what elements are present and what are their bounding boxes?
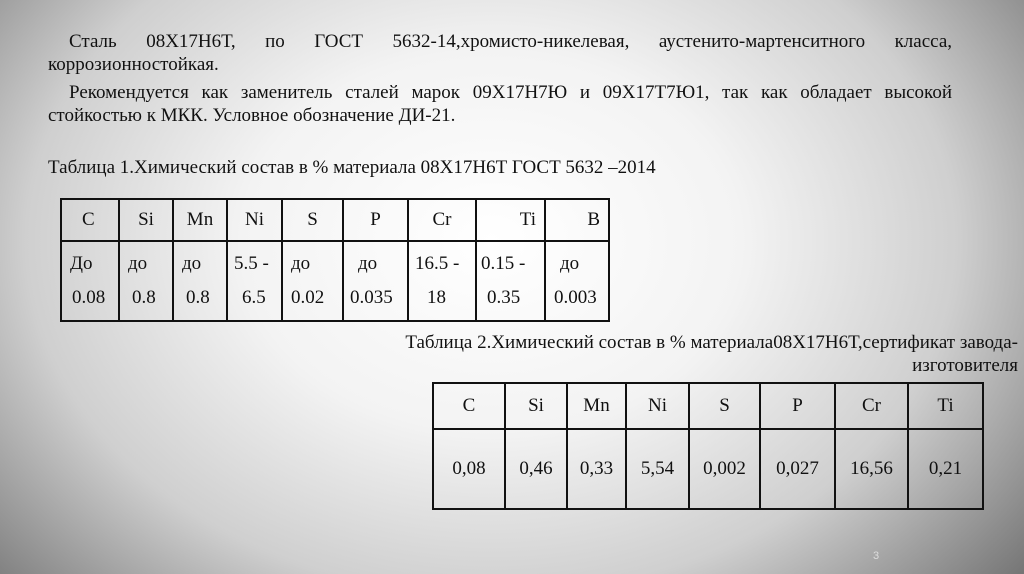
table2-header-row	[433, 383, 983, 429]
table1-cell-upper: до	[128, 253, 148, 274]
table1-cell-lower: 0.8	[186, 287, 210, 308]
table2-values-row	[433, 429, 983, 509]
table1-cell-upper: 0.15 -	[481, 253, 526, 274]
table2-header-cell: Ni	[626, 383, 689, 429]
table1-cell-upper: до	[182, 253, 202, 274]
table2-caption: Таблица 2.Химический состав в % материала08Х17Н6Т,сертификат завода- изготовителя	[405, 332, 1018, 376]
table1-cell-lower: 0.8	[132, 287, 156, 308]
table1-header-cell: Si	[138, 209, 154, 230]
table1-cell-upper: до	[291, 253, 311, 274]
table1-header-cell: P	[370, 209, 381, 230]
table1-chemical-composition-gost	[60, 198, 610, 322]
table2-header-cell: Ti	[908, 383, 983, 429]
intro-paragraph	[48, 30, 952, 76]
table1-header-cell: Ni	[245, 209, 264, 230]
table2-header-cell: Cr	[835, 383, 908, 429]
table1-header-cell: Ti	[519, 209, 536, 230]
table1-cell-lower: 0.02	[291, 287, 325, 308]
table1-header-row	[61, 199, 609, 241]
table2-header-cell: Mn	[567, 383, 626, 429]
table1-header-cell: B	[587, 209, 600, 230]
table2-value-cell: 0,002	[689, 429, 760, 509]
table2-header-cell: Si	[505, 383, 567, 429]
table1-cell-lower: 18	[427, 287, 446, 308]
table1-cell-upper: 5.5 -	[234, 253, 269, 274]
table1-header-cell: C	[82, 209, 95, 230]
intro-text: Сталь 08Х17Н6Т, по ГОСТ 5632-14,хромисто-никелевая, аустенито-мартенситного класса, коррозионностойкая.	[48, 31, 952, 75]
table2-value-cell: 0,33	[567, 429, 626, 509]
table1-header-cell: S	[307, 209, 318, 230]
table1-cell-upper: До	[70, 253, 93, 274]
table1-cell-lower: 0.035	[350, 287, 393, 308]
table1-cell-lower: 0.08	[72, 287, 106, 308]
table1-cell-upper: 16.5 -	[415, 253, 460, 274]
recommendation-paragraph	[48, 81, 952, 127]
table2-value-cell: 0,08	[433, 429, 505, 509]
slide-number: 3	[873, 550, 880, 562]
table2-value-cell: 16,56	[835, 429, 908, 509]
table1-header-cell: Mn	[186, 209, 214, 230]
table2-value-cell: 5,54	[626, 429, 689, 509]
recommendation-text: Рекомендуется как заменитель сталей марок 09Х17Н7Ю и 09Х17Т7Ю1, так как обладает высокой стойкостью к МКК. Условное обозначение ДИ-21.	[48, 82, 952, 126]
table1-header-cell: Cr	[432, 209, 452, 230]
table1-cell-upper: до	[358, 253, 378, 274]
table2-value-cell: 0,027	[760, 429, 835, 509]
table2-header-cell: P	[760, 383, 835, 429]
table2-header-cell: C	[433, 383, 505, 429]
table1-values-row	[61, 241, 609, 321]
table1-caption: Таблица 1.Химический состав в % материала 08Х17Н6Т ГОСТ 5632 –2014	[48, 157, 656, 178]
table1-cell-lower: 0.003	[554, 287, 597, 308]
table1-cell-lower: 0.35	[487, 287, 521, 308]
table2-value-cell: 0,21	[908, 429, 983, 509]
table2-value-cell: 0,46	[505, 429, 567, 509]
table1-cell-upper: до	[560, 253, 580, 274]
table2-header-cell: S	[689, 383, 760, 429]
table1-cell-lower: 6.5	[242, 287, 266, 308]
table2-chemical-composition-certificate	[432, 382, 984, 510]
